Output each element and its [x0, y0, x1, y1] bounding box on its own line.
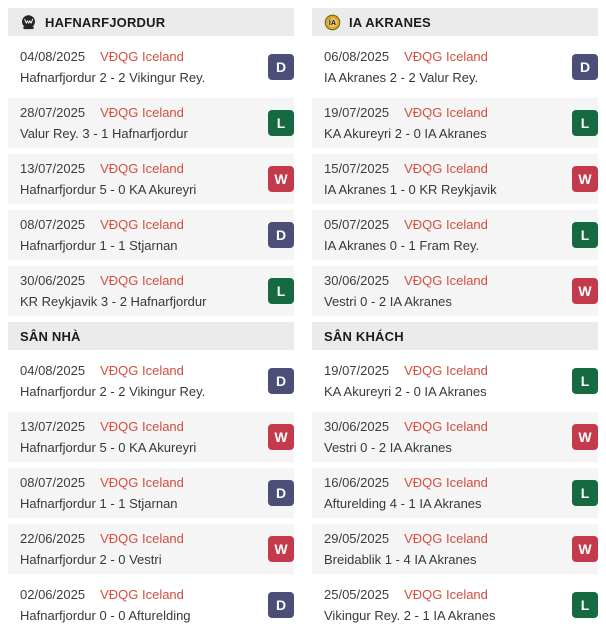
- section-header-away: [312, 322, 598, 350]
- match-score-text: Hafnarfjordur 1 - 1 Stjarnan: [20, 496, 178, 511]
- match-date: 05/07/2025: [324, 217, 390, 232]
- match-date: 02/06/2025: [20, 587, 86, 602]
- match-date: 08/07/2025: [20, 217, 86, 232]
- recent-form-list: [312, 42, 598, 316]
- section-title: SÂN NHÀ: [20, 328, 81, 344]
- league-link[interactable]: VĐQG Iceland: [100, 105, 184, 120]
- league-link[interactable]: VĐQG Iceland: [404, 587, 488, 602]
- league-link[interactable]: VĐQG Iceland: [100, 531, 184, 546]
- match-row[interactable]: [312, 524, 598, 574]
- league-link[interactable]: VĐQG Iceland: [100, 273, 184, 288]
- result-badge: L: [268, 110, 294, 136]
- match-row[interactable]: [8, 266, 294, 316]
- result-badge: W: [572, 166, 598, 192]
- result-badge: L: [572, 368, 598, 394]
- match-score-text: Hafnarfjordur 5 - 0 KA Akureyri: [20, 440, 197, 455]
- league-link[interactable]: VĐQG Iceland: [100, 419, 184, 434]
- hafnarfjordur-crest-icon: [20, 14, 37, 31]
- match-score-text: Breidablik 1 - 4 IA Akranes: [324, 552, 477, 567]
- result-badge: W: [268, 536, 294, 562]
- section-title: SÂN KHÁCH: [324, 328, 404, 344]
- match-row[interactable]: [8, 98, 294, 148]
- league-link[interactable]: VĐQG Iceland: [100, 363, 184, 378]
- match-date: 16/06/2025: [324, 475, 390, 490]
- recent-form-list: [8, 42, 294, 316]
- match-row[interactable]: [8, 154, 294, 204]
- league-link[interactable]: VĐQG Iceland: [100, 475, 184, 490]
- match-date: 30/06/2025: [20, 273, 86, 288]
- result-badge: W: [268, 166, 294, 192]
- result-badge: W: [572, 424, 598, 450]
- match-score-text: Hafnarfjordur 2 - 2 Vikingur Rey.: [20, 70, 206, 85]
- league-link[interactable]: VĐQG Iceland: [404, 419, 488, 434]
- match-score-text: Hafnarfjordur 1 - 1 Stjarnan: [20, 238, 178, 253]
- match-score-text: IA Akranes 2 - 2 Valur Rey.: [324, 70, 479, 85]
- match-date: 25/05/2025: [324, 587, 390, 602]
- match-row[interactable]: [312, 412, 598, 462]
- match-score-text: IA Akranes 0 - 1 Fram Rey.: [324, 238, 480, 253]
- home-form-list: [8, 356, 294, 630]
- league-link[interactable]: VĐQG Iceland: [404, 105, 488, 120]
- match-date: 13/07/2025: [20, 419, 86, 434]
- match-score-text: Vestri 0 - 2 IA Akranes: [324, 294, 452, 309]
- match-date: 15/07/2025: [324, 161, 390, 176]
- match-score-text: IA Akranes 1 - 0 KR Reykjavik: [324, 182, 497, 197]
- match-row[interactable]: [312, 98, 598, 148]
- match-row[interactable]: [312, 580, 598, 630]
- match-score-text: Vestri 0 - 2 IA Akranes: [324, 440, 452, 455]
- svg-text:ÍA: ÍA: [328, 17, 337, 27]
- away-form-list: [312, 356, 598, 630]
- match-date: 08/07/2025: [20, 475, 86, 490]
- result-badge: L: [572, 480, 598, 506]
- league-link[interactable]: VĐQG Iceland: [100, 217, 184, 232]
- league-link[interactable]: VĐQG Iceland: [404, 363, 488, 378]
- match-score-text: Valur Rey. 3 - 1 Hafnarfjordur: [20, 126, 188, 141]
- result-badge: D: [268, 368, 294, 394]
- match-row[interactable]: [8, 580, 294, 630]
- match-date: 04/08/2025: [20, 49, 86, 64]
- match-row[interactable]: [8, 468, 294, 518]
- match-row[interactable]: [8, 412, 294, 462]
- result-badge: D: [572, 54, 598, 80]
- match-date: 30/06/2025: [324, 273, 390, 288]
- match-score-text: Hafnarfjordur 0 - 0 Afturelding: [20, 608, 191, 623]
- match-date: 13/07/2025: [20, 161, 86, 176]
- team-name[interactable]: IA AKRANES: [349, 14, 431, 30]
- match-score-text: Afturelding 4 - 1 IA Akranes: [324, 496, 482, 511]
- result-badge: D: [268, 592, 294, 618]
- column-hafnarfjordur: [8, 8, 294, 636]
- league-link[interactable]: VĐQG Iceland: [404, 273, 488, 288]
- match-row[interactable]: [312, 468, 598, 518]
- match-date: 30/06/2025: [324, 419, 390, 434]
- match-date: 06/08/2025: [324, 49, 390, 64]
- match-row[interactable]: [312, 154, 598, 204]
- match-score-text: Hafnarfjordur 5 - 0 KA Akureyri: [20, 182, 197, 197]
- result-badge: D: [268, 222, 294, 248]
- match-row[interactable]: [312, 266, 598, 316]
- match-row[interactable]: [8, 524, 294, 574]
- league-link[interactable]: VĐQG Iceland: [100, 161, 184, 176]
- match-row[interactable]: [8, 356, 294, 406]
- match-row[interactable]: [312, 356, 598, 406]
- match-date: 19/07/2025: [324, 105, 390, 120]
- result-badge: L: [572, 110, 598, 136]
- match-date: 19/07/2025: [324, 363, 390, 378]
- result-badge: L: [572, 222, 598, 248]
- match-date: 28/07/2025: [20, 105, 86, 120]
- result-badge: D: [268, 54, 294, 80]
- ia-akranes-crest-icon: [324, 14, 341, 31]
- result-badge: W: [268, 424, 294, 450]
- result-badge: D: [268, 480, 294, 506]
- match-score-text: Vikingur Rey. 2 - 1 IA Akranes: [324, 608, 496, 623]
- result-badge: W: [572, 536, 598, 562]
- league-link[interactable]: VĐQG Iceland: [404, 475, 488, 490]
- result-badge: W: [572, 278, 598, 304]
- team-header-ia-akranes: [312, 8, 598, 36]
- league-link[interactable]: VĐQG Iceland: [404, 531, 488, 546]
- match-row[interactable]: [8, 210, 294, 260]
- match-score-text: KA Akureyri 2 - 0 IA Akranes: [324, 126, 487, 141]
- league-link[interactable]: VĐQG Iceland: [404, 49, 488, 64]
- match-date: 22/06/2025: [20, 531, 86, 546]
- match-row[interactable]: [8, 42, 294, 92]
- match-date: 29/05/2025: [324, 531, 390, 546]
- column-ia-akranes: [312, 8, 598, 636]
- result-badge: L: [268, 278, 294, 304]
- match-score-text: KA Akureyri 2 - 0 IA Akranes: [324, 384, 487, 399]
- result-badge: L: [572, 592, 598, 618]
- match-score-text: Hafnarfjordur 2 - 0 Vestri: [20, 552, 162, 567]
- league-link[interactable]: VĐQG Iceland: [100, 49, 184, 64]
- league-link[interactable]: VĐQG Iceland: [100, 587, 184, 602]
- match-row[interactable]: [312, 42, 598, 92]
- section-header-home: [8, 322, 294, 350]
- team-header-hafnarfjordur: [8, 8, 294, 36]
- league-link[interactable]: VĐQG Iceland: [404, 161, 488, 176]
- match-row[interactable]: [312, 210, 598, 260]
- match-score-text: Hafnarfjordur 2 - 2 Vikingur Rey.: [20, 384, 206, 399]
- league-link[interactable]: VĐQG Iceland: [404, 217, 488, 232]
- match-date: 04/08/2025: [20, 363, 86, 378]
- team-name[interactable]: HAFNARFJORDUR: [45, 14, 166, 30]
- match-score-text: KR Reykjavik 3 - 2 Hafnarfjordur: [20, 294, 207, 309]
